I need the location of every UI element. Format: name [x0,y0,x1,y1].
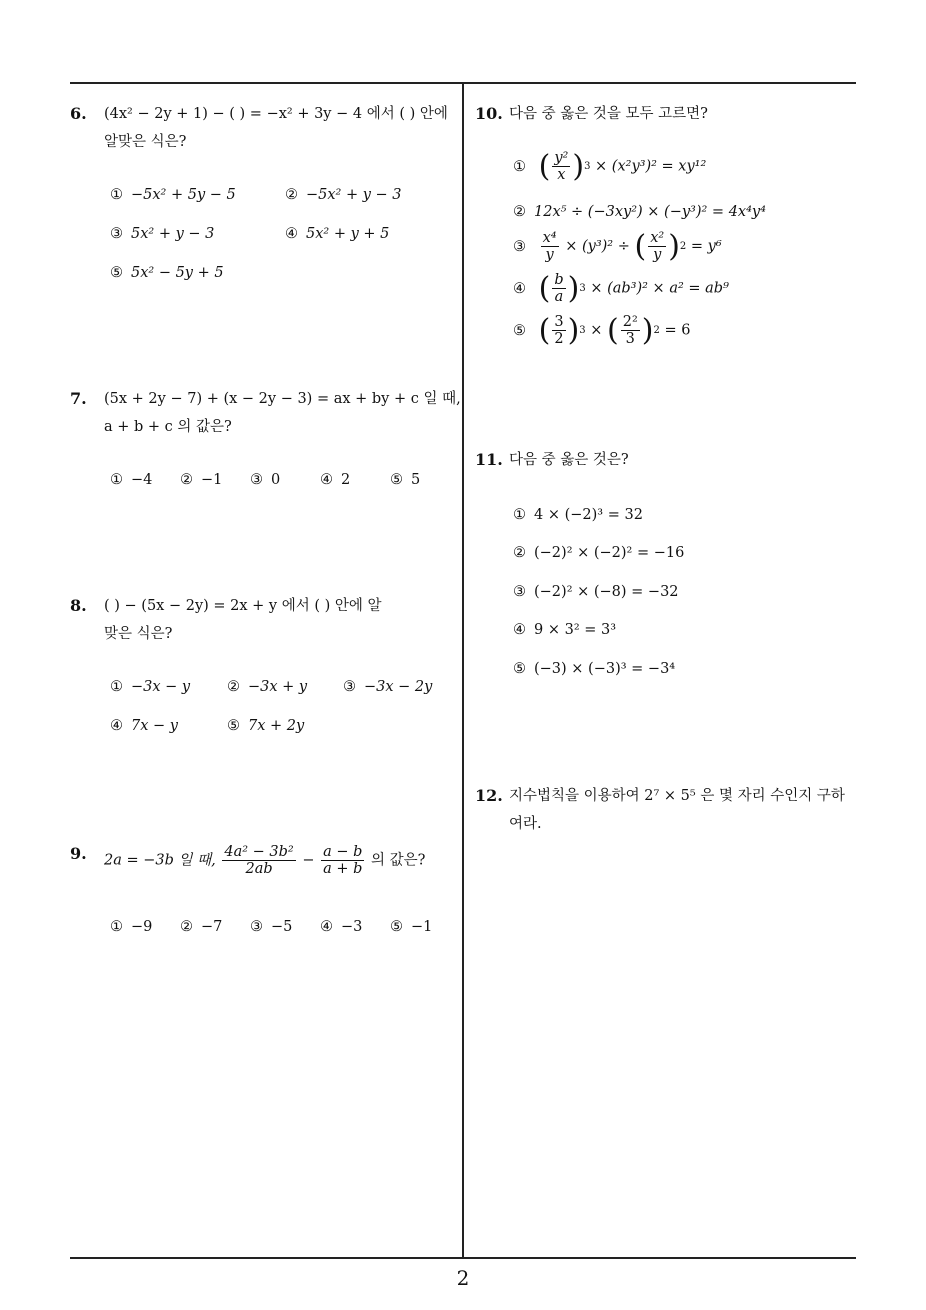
q9-option-3[interactable]: ③ −5 [250,919,293,935]
question-number: 10. [475,104,503,123]
q7-option-2[interactable]: ② −1 [180,472,223,488]
stem-line-2: 맞은 식은? [104,626,173,642]
q6-option-4[interactable]: ④ 5x² + y + 5 [285,226,390,242]
question-stem [509,782,859,838]
stem-line-2: 여라. [509,816,542,832]
q10-option-5[interactable]: ⑤ ( $\frac{3}{2}$ ) 3 × ( $\frac{\text{2²}}{3}$ ) 2 = 6 [513,312,691,348]
q8-option-3[interactable]: ③ −3x − 2y [343,679,433,695]
q7-option-5[interactable]: ⑤ 5 [390,472,421,488]
q11-option-2[interactable]: ② (−2)² × (−2)² = −16 [513,545,685,561]
stem-line-1: (5x + 2y − 7) + (x − 2y − 3) = ax + by + c 일 때, [104,391,461,407]
q6-option-3[interactable]: ③ 5x² + y − 3 [110,226,215,242]
q8-option-5[interactable]: ⑤ 7x + 2y [227,718,305,734]
question-number: 11. [475,450,503,469]
q9-option-4[interactable]: ④ −3 [320,919,363,935]
question-stem [104,100,458,156]
q11-option-3[interactable]: ③ (−2)² × (−8) = −32 [513,584,679,600]
bottom-rule [70,1257,856,1259]
q9-option-2[interactable]: ② −7 [180,919,223,935]
q7-option-3[interactable]: ③ 0 [250,472,281,488]
fraction-2: $\frac{a - b}{a + b}$ [323,844,363,877]
question-number: 6. [70,104,87,123]
question-number: 12. [475,786,503,805]
q7-option-1[interactable]: ① −4 [110,472,153,488]
question-stem [104,385,461,441]
stem-line-1: ( ) − (5x − 2y) = 2x + y 에서 ( ) 안에 알 [104,598,382,614]
q6-option-5[interactable]: ⑤ 5x² − 5y + 5 [110,265,224,281]
question-stem [104,592,458,648]
q8-option-1[interactable]: ① −3x − y [110,679,191,695]
q9-option-5[interactable]: ⑤ −1 [390,919,433,935]
stem-condition: 2a = −3b 일 때, [104,852,216,869]
q6-option-2[interactable]: ② −5x² + y − 3 [285,187,402,203]
q8-option-4[interactable]: ④ 7x − y [110,718,178,734]
stem-line-2: 알맞은 식은? [104,134,187,150]
column-divider [462,82,464,1258]
question-number: 9. [70,844,87,863]
q11-option-5[interactable]: ⑤ (−3) × (−3)³ = −3⁴ [513,661,676,677]
stem-line-1: 지수법칙을 이용하여 2⁷ × 5⁵ 은 몇 자리 수인지 구하 [509,788,845,804]
q6-option-1[interactable]: ① −5x² + 5y − 5 [110,187,236,203]
stem-line-1: (4x² − 2y + 1) − ( ) = −x² + 3y − 4 에서 ( ) 안에 [104,106,448,122]
question-stem: 다음 중 옳은 것은? [509,452,629,468]
q10-option-2[interactable]: ② 12x⁵ ÷ (−3xy²) × (−y³)² = 4x⁴y⁴ [513,204,766,220]
stem-line-2: a + b + c 의 값은? [104,419,232,435]
q10-option-4[interactable]: ④ ( $\frac{b}{a}$ ) 3 × (ab³)² × a² = ab⁹ [513,270,729,306]
q10-option-1[interactable]: ① ( $\frac{\text{y²}}{x}$ ) 3 × (x²y³)² = xy¹² [513,148,707,184]
q8-option-2[interactable]: ② −3x + y [227,679,308,695]
q11-option-1[interactable]: ① 4 × (−2)³ = 32 [513,507,643,523]
q10-option-3[interactable]: ③ $\frac{\text{x⁴}}{y}$ × (y³)² ÷ ( $\frac{\text{x²}}{y}$ ) 2 = y⁶ [513,228,722,264]
stem-suffix: 의 값은? [371,852,426,869]
minus-sign: − [302,852,315,869]
page-number: 2 [456,1266,470,1290]
fraction-1: $\frac{\text{4a² − 3b²}}{2ab}$ [224,844,294,877]
question-stem [104,844,425,877]
question-number: 8. [70,596,87,615]
q9-option-1[interactable]: ① −9 [110,919,153,935]
q7-option-4[interactable]: ④ 2 [320,472,351,488]
question-number: 7. [70,389,87,408]
q11-option-4[interactable]: ④ 9 × 3² = 3³ [513,622,617,638]
question-stem: 다음 중 옳은 것을 모두 고르면? [509,106,708,122]
